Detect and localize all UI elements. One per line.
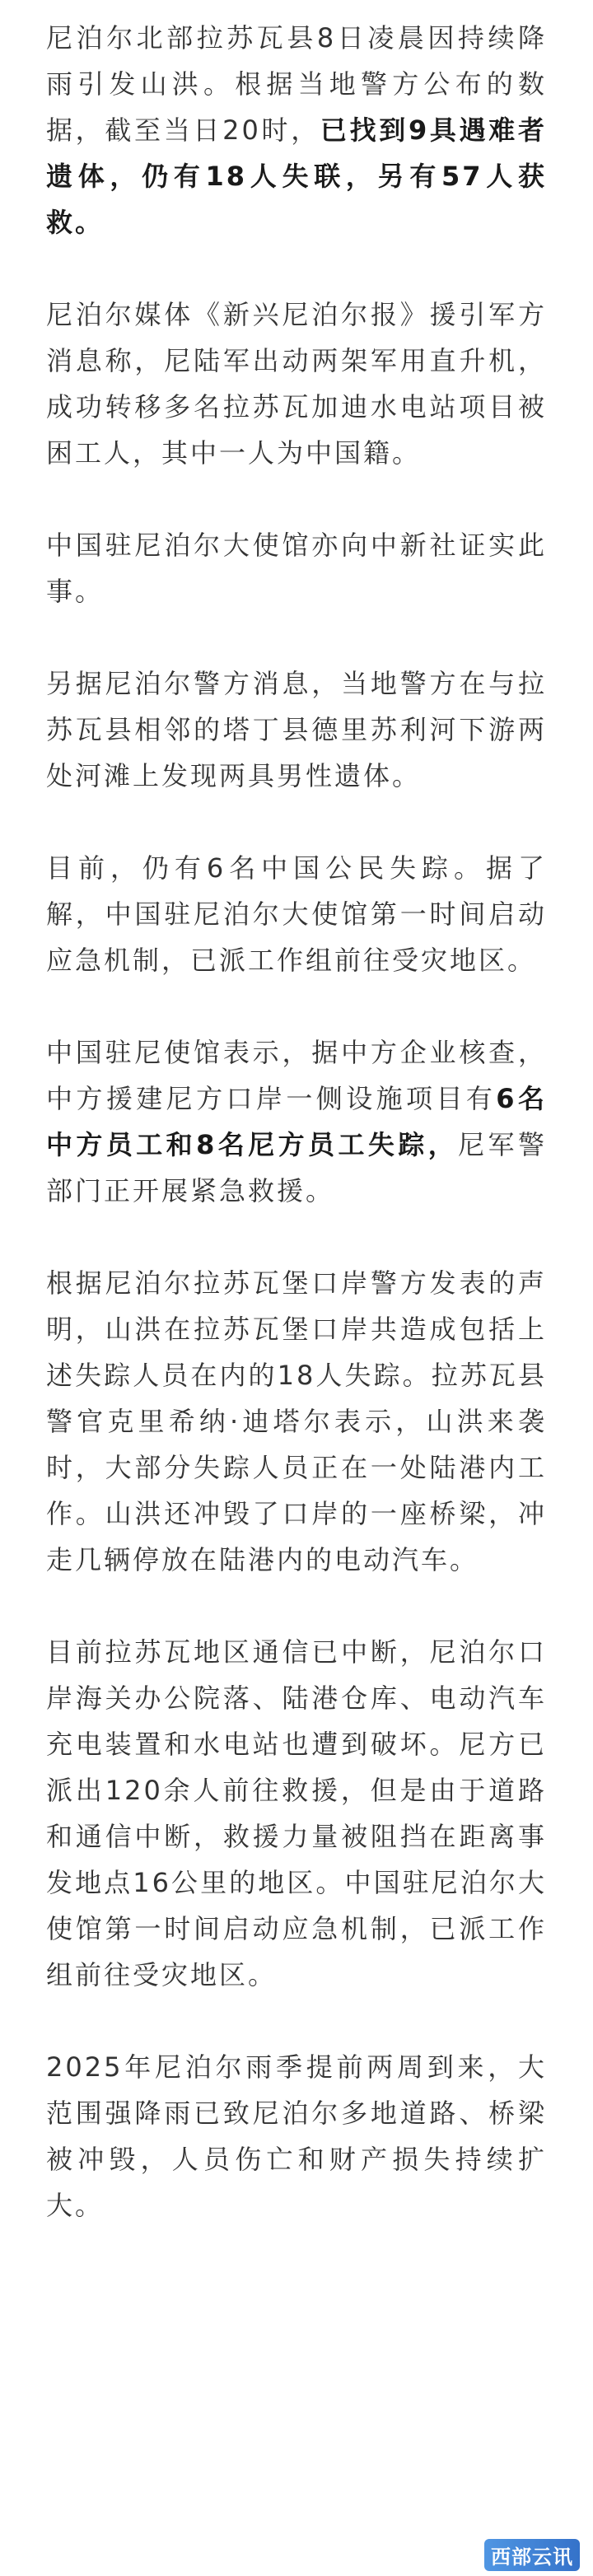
article-paragraph: [46, 2044, 547, 2228]
paragraph-text: 目前，仍有6名中国公民失踪。据了解，中国驻尼泊尔大使馆第一时间启动应急机制，已派工作组前往受灾地区。: [46, 852, 547, 976]
paragraph-text: 目前拉苏瓦地区通信已中断，尼泊尔口岸海关办公院落、陆港仓库、电动汽车充电装置和水电站也遭到破坏。尼方已派出120余人前往救援，但是由于道路和通信中断，救援力量被阻挡在距离事发地点16公里的地区。中国驻尼泊尔大使馆第一时间启动应急机制，已派工作组前往受灾地区。: [46, 1636, 547, 1990]
paragraph-text: 2025年尼泊尔雨季提前两周到来，大范围强降雨已致尼泊尔多地道路、桥梁被冲毁，人员伤亡和财产损失持续扩大。: [46, 2051, 547, 2221]
source-watermark-logo: 西部云讯: [484, 2539, 580, 2571]
emphasized-text: 6名中方员工和8名尼方员工失踪，: [46, 1083, 547, 1160]
paragraph-text: 尼军警部门正开展紧急救援。: [46, 1129, 547, 1206]
article-paragraph: [46, 1629, 547, 1998]
paragraph-text: 中国驻尼使馆表示，据中方企业核查，中方援建尼方口岸一侧设施项目有: [46, 1037, 547, 1114]
paragraph-text: 尼泊尔媒体《新兴尼泊尔报》援引军方消息称，尼陆军出动两架军用直升机，成功转移多名拉苏瓦加迪水电站项目被困工人，其中一人为中国籍。: [46, 299, 547, 469]
article-paragraph: [46, 845, 547, 983]
paragraph-text: 尼泊尔北部拉苏瓦县8日凌晨因持续降雨引发山洪。根据当地警方公布的数据，截至当日20时，: [46, 22, 547, 146]
article-paragraph: [46, 15, 547, 245]
article-paragraph: [46, 292, 547, 476]
article-paragraph: [46, 1260, 547, 1583]
emphasized-text: 已找到9具遇难者遗体，仍有18人失联，另有57人获救。: [46, 114, 547, 238]
paragraph-text: 另据尼泊尔警方消息，当地警方在与拉苏瓦县相邻的塔丁县德里苏利河下游两处河滩上发现两具男性遗体。: [46, 668, 547, 791]
article-paragraph: [46, 1029, 547, 1214]
paragraph-text: 根据尼泊尔拉苏瓦堡口岸警方发表的声明，山洪在拉苏瓦堡口岸共造成包括上述失踪人员在内的18人失踪。拉苏瓦县警官克里希纳·迪塔尔表示，山洪来袭时，大部分失踪人员正在一处陆港内工作。山洪还冲毁了口岸的一座桥梁，冲走几辆停放在陆港内的电动汽车。: [46, 1267, 547, 1575]
article-paragraph: [46, 522, 547, 614]
article-paragraph: [46, 660, 547, 799]
paragraph-text: 中国驻尼泊尔大使馆亦向中新社证实此事。: [46, 530, 547, 607]
